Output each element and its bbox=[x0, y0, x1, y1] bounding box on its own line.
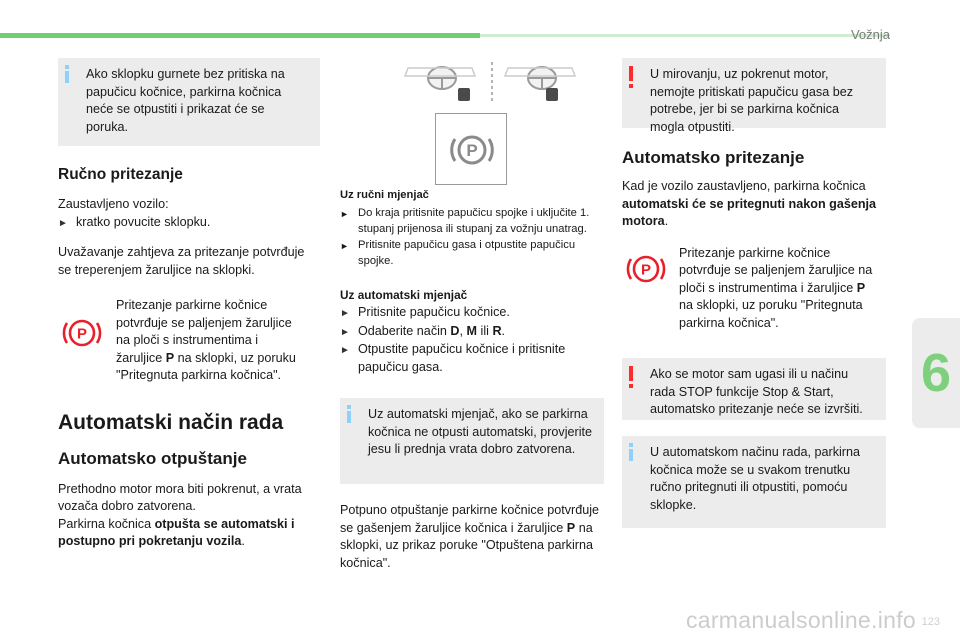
warning-box bbox=[622, 58, 886, 134]
parking-brake-red-icon bbox=[58, 309, 106, 357]
bullet-arrow-icon: ► bbox=[340, 308, 350, 319]
warning-box-text: Ako se motor sam ugasi ili u načinu rada STOP funkcije Stop & Start, automatsko pritezanje neće se izvršiti. bbox=[650, 367, 863, 416]
info-icon-bar bbox=[65, 71, 69, 83]
header-accent-bar-light bbox=[480, 34, 890, 37]
list-item-text: Pritisnite papučicu kočnice. bbox=[358, 305, 510, 319]
release-confirm-text: Potpuno otpuštanje parkirne kočnice potvrđuje se gašenjem žaruljice kočnica i žaruljice P na sklopki, uz prikaz poruke "Otpuštena parkirna kočnica". bbox=[340, 503, 600, 570]
auto-release-heading: Automatsko otpuštanje bbox=[58, 448, 247, 468]
section-title: Vožnja bbox=[850, 27, 890, 42]
info-icon bbox=[65, 65, 69, 69]
brake-applied-row bbox=[622, 245, 886, 333]
watermark: carmanualsonline.info bbox=[685, 607, 916, 633]
bullet-arrow-icon: ► bbox=[340, 240, 349, 251]
column-right bbox=[622, 58, 886, 528]
list-item bbox=[340, 205, 604, 237]
list-item bbox=[340, 323, 604, 342]
auto-gearbox-label: Uz automatski mjenjač bbox=[340, 287, 468, 302]
header-accent-bar bbox=[0, 33, 480, 38]
bullet-arrow-icon: ► bbox=[340, 208, 349, 219]
bullet-arrow-icon: ► bbox=[340, 326, 350, 338]
manual-gearbox-label: Uz ručni mjenjač bbox=[340, 189, 429, 201]
auto-mode-heading: Automatski način rada bbox=[58, 410, 284, 434]
list-item-text: Do kraja pritisnite papučicu spojke i uključite 1. stupanj prijenosa ili stupanj za vožnju unatrag. bbox=[358, 206, 590, 235]
info-box-text: Uz automatski mjenjač, ako se parkirna kočnica ne otpusti automatski, provjerite jesu li prednja vrata dobro zatvorena. bbox=[368, 407, 593, 456]
warning-icon bbox=[629, 366, 633, 381]
info-icon bbox=[347, 405, 351, 409]
info-box bbox=[340, 398, 604, 484]
steering-illustration bbox=[340, 58, 604, 183]
svg-text:P: P bbox=[640, 261, 652, 278]
list-item bbox=[340, 304, 604, 323]
list-item bbox=[340, 237, 604, 269]
warning-icon-dot bbox=[629, 384, 633, 388]
brake-applied-text: Pritezanje parkirne kočnice potvrđuje se paljenjem žaruljice na ploči s instrumentima i žaruljice P na sklopki, uz poruku "Pritegnuta parkirna kočnica". bbox=[116, 298, 296, 382]
column-middle bbox=[340, 58, 604, 572]
bullet-arrow-icon: ► bbox=[340, 345, 350, 356]
brake-applied-text: Pritezanje parkirne kočnice potvrđuje se paljenjem žaruljice na ploči s instrumentima i žaruljice P na sklopki, uz poruku "Pritegnuta parkirna kočnica". bbox=[679, 245, 873, 330]
auto-apply-text: Kad je vozilo zaustavljeno, parkirna kočnica automatski će se pritegnuti nakon gašenja motora. bbox=[622, 179, 877, 228]
chapter-tab bbox=[912, 318, 960, 428]
info-icon bbox=[629, 443, 633, 447]
info-box bbox=[58, 58, 320, 146]
info-icon-bar bbox=[629, 449, 633, 461]
warning-icon bbox=[629, 66, 633, 81]
warning-icon-dot bbox=[629, 84, 633, 88]
parking-brake-grey-icon bbox=[436, 114, 508, 186]
stopped-label: Zaustavljeno vozilo: bbox=[58, 197, 169, 211]
warning-box bbox=[622, 358, 886, 420]
svg-text:P: P bbox=[76, 325, 88, 343]
list-item bbox=[340, 341, 604, 376]
brake-applied-row bbox=[58, 297, 320, 385]
steering-wheel-icon bbox=[380, 58, 580, 108]
column-left bbox=[58, 58, 320, 551]
list-item-text: kratko povucite sklopku. bbox=[76, 214, 211, 229]
bullet-arrow-icon: ► bbox=[58, 217, 68, 229]
chapter-number: 6 bbox=[920, 343, 952, 403]
page-number: 123 bbox=[921, 616, 940, 628]
info-icon-bar bbox=[347, 411, 351, 423]
list-item-text: Pritisnite papučicu gasa i otpustite papučicu spojke. bbox=[358, 238, 576, 267]
confirm-text: Uvažavanje zahtjeva za pritezanje potvrđuje se treperenjem žaruljice na sklopki. bbox=[58, 245, 305, 277]
list-item-text: Otpustite papučicu kočnice i pritisnite papučicu gasa. bbox=[358, 342, 566, 374]
parking-brake-red-icon bbox=[622, 245, 670, 293]
auto-apply-heading: Automatsko pritezanje bbox=[622, 148, 805, 167]
svg-text:P: P bbox=[466, 141, 478, 160]
info-box bbox=[622, 436, 886, 528]
list-item-text: Odaberite način D, M ili R. bbox=[358, 323, 506, 338]
parking-brake-indicator-panel bbox=[435, 113, 507, 185]
parking-release-text: Parkirna kočnica otpušta se automatski i postupno pri pokretanju vozila. bbox=[58, 516, 295, 548]
engine-text: Prethodno motor mora biti pokrenut, a vrata vozača dobro zatvorena. bbox=[58, 481, 302, 513]
info-box-text: U automatskom načinu rada, parkirna kočnica može se u svakom trenutku ručno pritegnuti ili otpustiti, pomoću sklopke. bbox=[650, 445, 860, 512]
manual-apply-heading: Ručno pritezanje bbox=[58, 166, 183, 183]
info-box-text: Ako sklopku gurnete bez pritiska na papučicu kočnice, parkirna kočnica neće se otpustiti i prikazat će se poruka. bbox=[86, 67, 285, 134]
warning-box-text: U mirovanju, uz pokrenut motor, nemojte pritiskati papučicu gasa bez potrebe, jer bi se parkirna kočnica mogla otpustiti. bbox=[650, 67, 854, 134]
list-item bbox=[58, 214, 320, 233]
